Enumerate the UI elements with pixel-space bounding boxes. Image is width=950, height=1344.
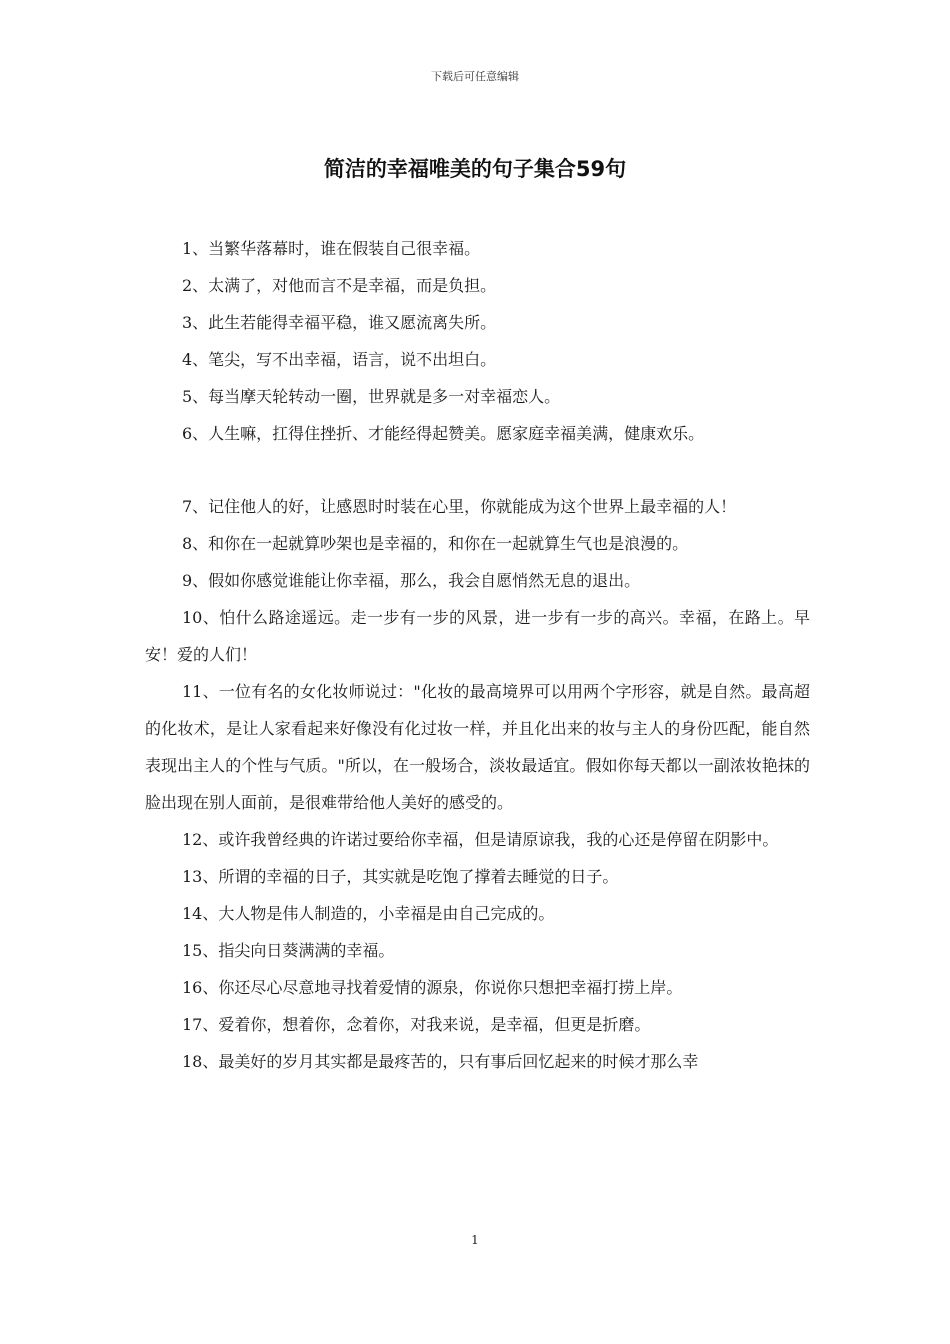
document-body [145,230,810,1080]
paragraph: 5、每当摩天轮转动一圈，世界就是多一对幸福恋人。 [182,387,561,406]
paragraph: 10、怕什么路途遥远。走一步有一步的风景，进一步有一步的高兴。幸福，在路上。早安！爱的人们！ [145,608,810,664]
paragraph: 13、所谓的幸福的日子，其实就是吃饱了撑着去睡觉的日子。 [182,867,619,886]
paragraph: 6、人生嘛，扛得住挫折、才能经得起赞美。愿家庭幸福美满，健康欢乐。 [182,424,705,443]
header-note: 下载后可任意编辑 [431,70,519,83]
paragraph: 2、太满了，对他而言不是幸福，而是负担。 [182,276,497,295]
paragraph: 14、大人物是伟人制造的，小幸福是由自己完成的。 [182,904,555,923]
page-number: 1 [471,1233,479,1247]
paragraph: 9、假如你感觉谁能让你幸福，那么，我会自愿悄然无息的退出。 [182,571,641,590]
paragraph: 7、记住他人的好，让感恩时时装在心里，你就能成为这个世界上最幸福的人！ [182,497,737,516]
paragraph: 17、爱着你，想着你，念着你，对我来说，是幸福，但更是折磨。 [182,1015,651,1034]
paragraph: 11、一位有名的女化妆师说过："化妆的最高境界可以用两个字形容，就是自然。最高超的化妆术，是让人家看起来好像没有化过妆一样，并且化出来的妆与主人的身份匹配，能自然表现出主人的个性与气质。"所以，在一般场合，淡妆最适宜。假如你每天都以一副浓妆艳抹的脸出现在别人面前，是很难带给他人美好的感受的。 [145,682,810,812]
paragraph: 12、或许我曾经典的许诺过要给你幸福，但是请原谅我，我的心还是停留在阴影中。 [182,830,779,849]
paragraph: 3、此生若能得幸福平稳，谁又愿流离失所。 [182,313,497,332]
paragraph: 15、指尖向日葵满满的幸福。 [182,941,395,960]
paragraph: 16、你还尽心尽意地寻找着爱情的源泉，你说你只想把幸福打捞上岸。 [182,978,683,997]
paragraph: 8、和你在一起就算吵架也是幸福的，和你在一起就算生气也是浪漫的。 [182,534,689,553]
paragraph: 1、当繁华落幕时，谁在假装自己很幸福。 [182,239,481,258]
paragraph: 18、最美好的岁月其实都是最疼苦的，只有事后回忆起来的时候才那么幸 [182,1052,699,1071]
page-title: 简洁的幸福唯美的句子集合59句 [323,157,627,181]
paragraph: 4、笔尖，写不出幸福，语言，说不出坦白。 [182,350,497,369]
